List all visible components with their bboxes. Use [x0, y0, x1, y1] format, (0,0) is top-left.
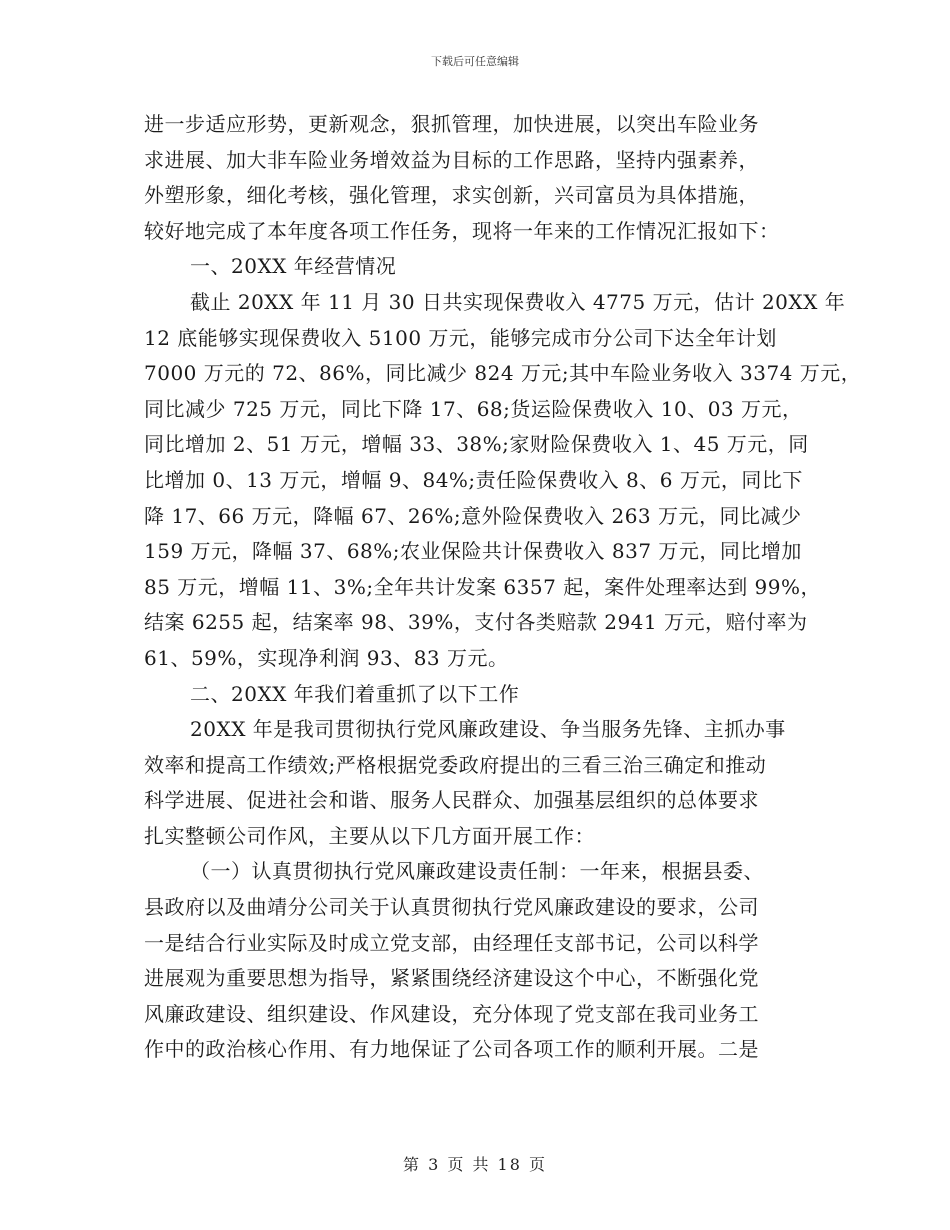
text-line: 20XX 年是我司贯彻执行党风廉政建设、争当服务先锋、主抓办事 [190, 717, 786, 742]
text-line: 一、20XX 年经营情况 [190, 254, 397, 279]
text-line: 12 底能够实现保费收入 5100 万元，能够完成市分公司下达全年计划 [144, 325, 777, 350]
text-line: 同比减少 725 万元，同比下降 17、68;货运险保费收入 10、03 万元， [144, 396, 803, 421]
header-note: 下载后可任意编辑 [431, 55, 519, 68]
text-line: 风廉政建设、组织建设、作风建设，充分体现了党支部在我司业务工 [144, 1001, 759, 1026]
text-line: 截止 20XX 年 11 月 30 日共实现保费收入 4775 万元，估计 20XX 年 [190, 289, 846, 314]
text-line: 县政府以及曲靖分公司关于认真贯彻执行党风廉政建设的要求，公司 [144, 895, 759, 920]
text-line: 同比增加 2、51 万元，增幅 33、38%;家财险保费收入 1、45 万元，同 [144, 432, 809, 457]
text-line: 效率和提高工作绩效;严格根据党委政府提出的三看三治三确定和推动 [144, 752, 767, 777]
text-line: 二、20XX 年我们着重抓了以下工作 [190, 681, 520, 706]
text-line: 比增加 0、13 万元，增幅 9、84%;责任险保费收入 8、6 万元，同比下 [144, 467, 803, 492]
text-line: 159 万元，降幅 37、68%;农业保险共计保费收入 837 万元，同比增加 [144, 539, 802, 564]
text-line: 7000 万元的 72、86%，同比减少 824 万元;其中车险业务收入 3374 万元， [144, 361, 862, 386]
text-line: 结案 6255 起，结案率 98、39%，支付各类赔款 2941 万元，赔付率为 [144, 610, 808, 635]
text-line: 扎实整顿公司作风，主要从以下几方面开展工作： [144, 823, 595, 848]
document-body [144, 107, 862, 1068]
text-line: 进一步适应形势，更新观念，狠抓管理，加快进展，以突出车险业务 [144, 112, 759, 136]
text-line: 科学进展、促进社会和谐、服务人民群众、加强基层组织的总体要求 [144, 788, 759, 813]
text-line: 作中的政治核心作用、有力地保证了公司各项工作的顺利开展。二是 [144, 1037, 759, 1062]
text-line: （一）认真贯彻执行党风廉政建设责任制：一年来，根据县委、 [190, 859, 764, 884]
text-line: 61、59%，实现净利润 93、83 万元。 [144, 645, 509, 670]
text-line: 进展观为重要思想为指导，紧紧围绕经济建设这个中心，不断强化党 [144, 966, 759, 991]
text-line: 85 万元，增幅 11、3%;全年共计发案 6357 起，案件处理率达到 99%， [144, 574, 822, 599]
text-line: 降 17、66 万元，降幅 67、26%;意外险保费收入 263 万元，同比减少 [144, 503, 802, 528]
text-line: 求进展、加大非车险业务增效益为目标的工作思路，坚持内强素养， [144, 147, 759, 172]
text-line: 外塑形象，细化考核，强化管理，求实创新，兴司富员为具体措施， [144, 183, 759, 208]
text-line: 较好地完成了本年度各项工作任务，现将一年来的工作情况汇报如下： [144, 218, 780, 243]
page-number: 第 3 页 共 18 页 [403, 1155, 547, 1174]
text-line: 一是结合行业实际及时成立党支部，由经理任支部书记，公司以科学 [144, 930, 759, 955]
